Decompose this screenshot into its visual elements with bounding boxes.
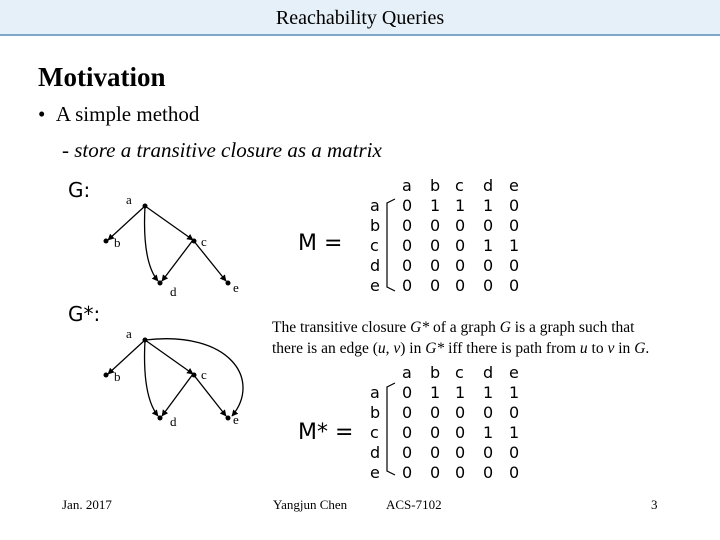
edge-c-e bbox=[193, 240, 226, 281]
graph-g-edges bbox=[108, 206, 226, 281]
edge-a-c bbox=[145, 340, 193, 374]
node-label-e: e bbox=[233, 412, 239, 427]
node-a bbox=[143, 338, 148, 343]
node-label-b: b bbox=[114, 235, 121, 250]
graph-gstar-edges bbox=[108, 339, 243, 416]
matrix-m-label: M = bbox=[298, 231, 343, 256]
matrix-cell: 0 bbox=[509, 403, 520, 422]
node-c bbox=[192, 239, 197, 244]
node-label-c: c bbox=[201, 234, 207, 249]
matrix-col-header-d: d bbox=[483, 176, 494, 195]
matrix-cell: 0 bbox=[430, 403, 441, 422]
matrix-row-label-d: d bbox=[370, 256, 381, 275]
matrix-cell: 0 bbox=[402, 443, 413, 462]
matrix-cell: 0 bbox=[430, 423, 441, 442]
matrix-cell: 1 bbox=[455, 196, 466, 215]
footer-course: ACS-7102 bbox=[386, 497, 442, 512]
matrix-cell: 1 bbox=[483, 196, 494, 215]
matrix-cell: 0 bbox=[483, 403, 494, 422]
node-b bbox=[104, 373, 109, 378]
matrix-cell: 0 bbox=[483, 276, 494, 295]
node-c bbox=[192, 373, 197, 378]
bullet-text: A simple method bbox=[55, 102, 200, 126]
graph-gstar-nodes bbox=[104, 338, 231, 421]
matrix-m-left-bracket bbox=[387, 199, 395, 291]
matrix-cell: 0 bbox=[402, 256, 413, 275]
matrix-cell: 0 bbox=[455, 423, 466, 442]
matrix-cell: 1 bbox=[430, 196, 441, 215]
graph-g-label: G: bbox=[68, 178, 91, 202]
matrix-cell: 0 bbox=[483, 256, 494, 275]
matrix-cell: 0 bbox=[402, 216, 413, 235]
matrix-cell: 0 bbox=[509, 256, 520, 275]
matrix-mstar-label: M* = bbox=[298, 420, 354, 445]
matrix-cell: 0 bbox=[402, 383, 413, 402]
node-b bbox=[104, 239, 109, 244]
matrix-col-header-c: c bbox=[455, 176, 464, 195]
matrix-col-header-a: a bbox=[402, 176, 412, 195]
node-label-b: b bbox=[114, 369, 121, 384]
node-e bbox=[226, 281, 231, 286]
matrix-cell: 0 bbox=[430, 216, 441, 235]
matrix-col-header-c: c bbox=[455, 363, 464, 382]
matrix-cell: 0 bbox=[509, 196, 520, 215]
node-label-a: a bbox=[126, 326, 132, 341]
matrix-col-header-d: d bbox=[483, 363, 494, 382]
footer-date: Jan. 2017 bbox=[62, 497, 112, 512]
edge-c-e bbox=[193, 374, 226, 416]
matrix-cell: 1 bbox=[483, 423, 494, 442]
matrix-cell: 0 bbox=[455, 443, 466, 462]
edge-c-d bbox=[162, 374, 193, 416]
matrix-cell: 0 bbox=[455, 236, 466, 255]
matrix-cell: 1 bbox=[483, 236, 494, 255]
matrix-col-header-e: e bbox=[509, 176, 519, 195]
matrix-cell: 1 bbox=[509, 383, 520, 402]
edge-c-d bbox=[162, 240, 193, 281]
matrix-col-header-e: e bbox=[509, 363, 519, 382]
sub-point: - store a transitive closure as a matrix bbox=[62, 138, 382, 162]
matrix-cell: 0 bbox=[483, 463, 494, 482]
matrix-cell: 0 bbox=[509, 216, 520, 235]
matrix-cell: 0 bbox=[430, 256, 441, 275]
matrix-row-label-c: c bbox=[370, 236, 379, 255]
matrix-cell: 1 bbox=[483, 383, 494, 402]
matrix-cell: 0 bbox=[402, 236, 413, 255]
matrix-col-header-a: a bbox=[402, 363, 412, 382]
matrix-cell: 0 bbox=[509, 276, 520, 295]
matrix-cell: 0 bbox=[430, 463, 441, 482]
graph-g-nodes bbox=[104, 204, 231, 286]
node-label-c: c bbox=[201, 367, 207, 382]
matrix-cell: 0 bbox=[430, 276, 441, 295]
footer-author: Yangjun Chen bbox=[273, 497, 348, 512]
matrix-cell: 0 bbox=[455, 463, 466, 482]
node-d bbox=[158, 416, 163, 421]
node-d bbox=[158, 281, 163, 286]
matrix-cell: 0 bbox=[483, 216, 494, 235]
node-label-e: e bbox=[233, 280, 239, 295]
matrix-cell: 0 bbox=[509, 443, 520, 462]
matrix-mstar-left-bracket bbox=[387, 383, 395, 475]
matrix-cell: 0 bbox=[455, 276, 466, 295]
matrix-row-label-e: e bbox=[370, 276, 380, 295]
matrix-cell: 0 bbox=[455, 403, 466, 422]
matrix-cell: 0 bbox=[455, 216, 466, 235]
matrix-cell: 1 bbox=[430, 383, 441, 402]
node-label-d: d bbox=[170, 284, 177, 299]
matrix-col-header-b: b bbox=[430, 176, 441, 195]
node-label-d: d bbox=[170, 414, 177, 429]
matrix-cell: 1 bbox=[509, 423, 520, 442]
matrix-cell: 1 bbox=[509, 236, 520, 255]
matrix-cell: 0 bbox=[402, 276, 413, 295]
matrix-row-label-e: e bbox=[370, 463, 380, 482]
matrix-col-header-b: b bbox=[430, 363, 441, 382]
matrix-row-label-d: d bbox=[370, 443, 381, 462]
node-e bbox=[226, 416, 231, 421]
matrix-row-label-a: a bbox=[370, 383, 380, 402]
edge-a-d bbox=[145, 206, 158, 281]
matrix-row-label-b: b bbox=[370, 216, 381, 235]
matrix-cell: 0 bbox=[402, 196, 413, 215]
matrix-cell: 0 bbox=[402, 463, 413, 482]
node-label-a: a bbox=[126, 192, 132, 207]
definition-line-2: there is an edge (u, v) in G* iff there is path from u to v in G. bbox=[272, 340, 650, 357]
matrix-cell: 0 bbox=[483, 443, 494, 462]
matrix-row-label-c: c bbox=[370, 423, 379, 442]
matrix-cell: 0 bbox=[430, 443, 441, 462]
node-a bbox=[143, 204, 148, 209]
edge-a-c bbox=[145, 206, 193, 240]
section-heading: Motivation bbox=[38, 62, 166, 92]
graph-gstar-label: G*: bbox=[68, 302, 101, 326]
matrix-row-label-b: b bbox=[370, 403, 381, 422]
definition-line-1: The transitive closure G* of a graph G is a graph such that bbox=[272, 319, 635, 336]
matrix-cell: 1 bbox=[455, 383, 466, 402]
footer-page-number: 3 bbox=[651, 497, 658, 512]
edge-a-d bbox=[145, 340, 158, 416]
matrix-cell: 0 bbox=[509, 463, 520, 482]
matrix-cell: 0 bbox=[455, 256, 466, 275]
matrix-cell: 0 bbox=[402, 403, 413, 422]
matrix-cell: 0 bbox=[402, 423, 413, 442]
matrix-cell: 0 bbox=[430, 236, 441, 255]
slide-title: Reachability Queries bbox=[275, 7, 445, 29]
bullet-dot: • bbox=[38, 102, 56, 126]
definition-text bbox=[272, 317, 717, 359]
matrix-row-label-a: a bbox=[370, 196, 380, 215]
